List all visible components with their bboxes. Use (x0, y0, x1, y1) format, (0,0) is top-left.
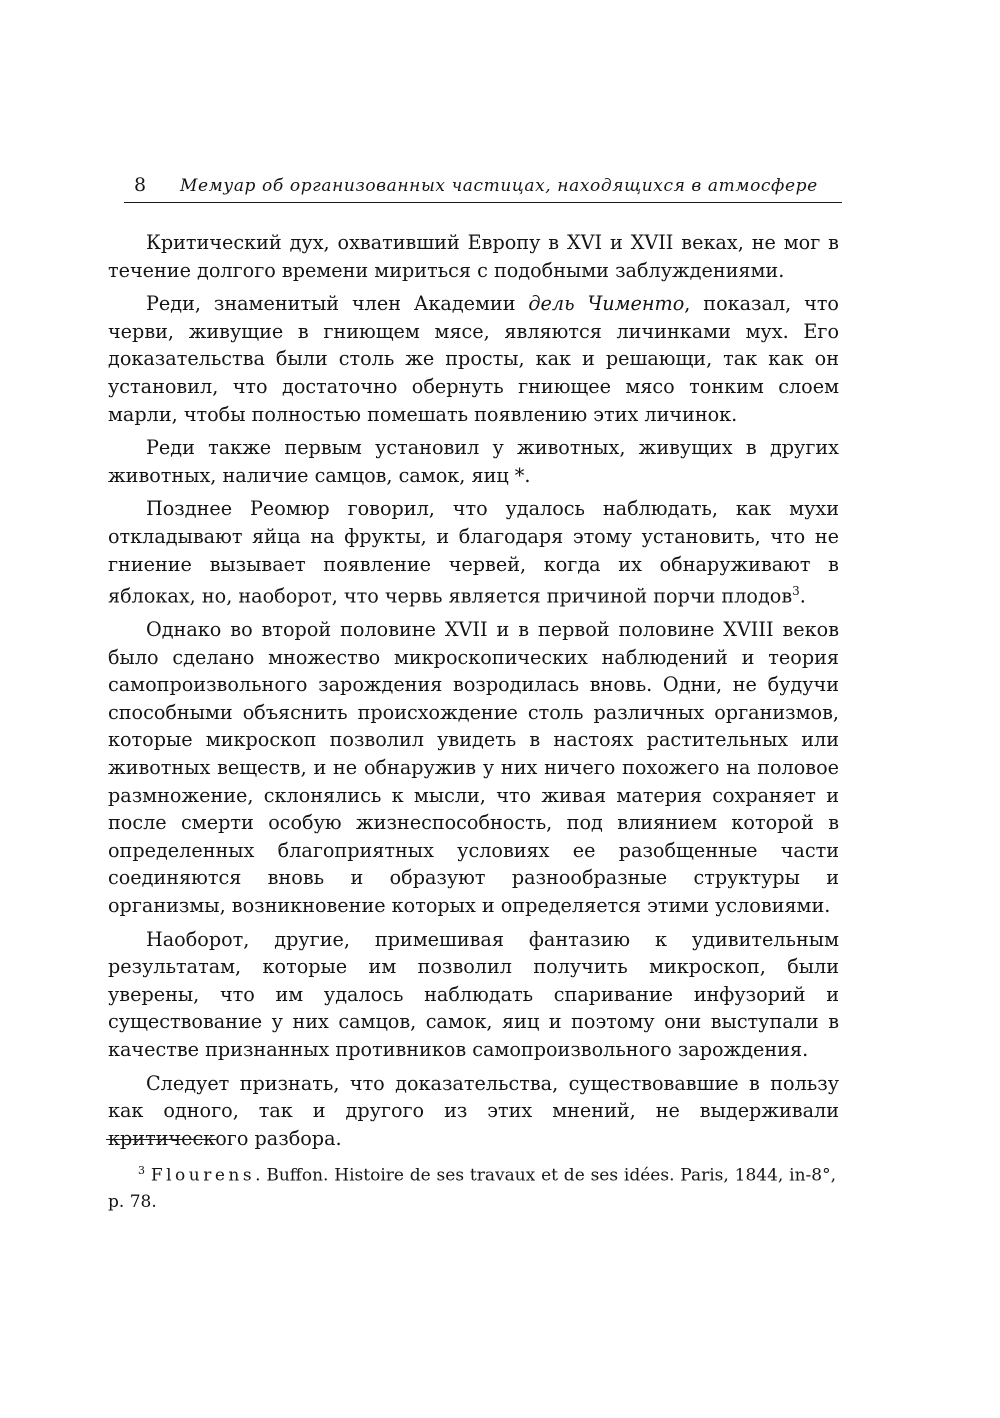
header-rule (124, 202, 842, 203)
paragraph: Позднее Реомюр говорил, что удалось наблюдать, как мухи откладывают яйца на фрукты, и благодаря этому установить, что не гниение вызывает появление червей, когда их обнаруживают в яблоках, но, наоборот, что червь является причиной порчи плодов$^3$. (108, 497, 839, 608)
footnote-marker: 3 (138, 1164, 145, 1177)
page-number: 8 (134, 174, 147, 196)
paragraph: Наоборот, другие, примешивая фантазию к удивительным результатам, которые им позволил получить микроскоп, были уверены, что им удалось наблюдать спаривание инфузорий и существование у них самцов, самок, яиц и поэтому они выступали в качестве признанных противников самопроизвольного зарождения. (108, 927, 839, 1062)
running-title: Мемуар об организованных частицах, находящихся в атмосфере (180, 176, 818, 196)
italic-name: дель Чименто (528, 292, 685, 316)
running-header (124, 172, 842, 202)
footnote-citation: . Buffon. Histoire de ses travaux et de ses idées. Paris, 1844, in-8°, p. 78. (108, 1165, 836, 1212)
body-text (108, 229, 839, 1158)
paragraph: Критический дух, охвативший Европу в XVI и XVII веках, не мог в течение долгого времени мириться с подобными заблуждениями. (108, 231, 839, 282)
paragraph: Однако во второй половине XVII и в первой половине XVIII веков было сделано множество микроскопических наблюдений и теория самопроизвольного зарождения возродилась вновь. Одни, не будучи способными объяснить происхождение столь различных организмов, которые микроскоп позволил увидеть в настоях растительных или животных веществ, и не обнаружив у них ничего похожего на половое размножение, склонялись к мысли, что живая материя сохраняет и после смерти особую жизнеспособность, под влиянием которой в определенных благоприятных условиях ее разобщенные части соединяются вновь и образуют разнообразные структуры и организмы, возникновение которых и определяется этими условиями. (108, 618, 839, 918)
footnote (108, 1158, 836, 1215)
paragraph: Следует признать, что доказательства, существовавшие в пользу как одного, так и другого из этих мнений, не выдерживали критического разбора. (108, 1071, 839, 1150)
footnote-author: Flourens (150, 1165, 256, 1186)
paragraph: Реди, знаменитый член Академии дель Чименто, показал, что черви, живущие в гниющем мясе, являются личинками мух. Его доказательства были столь же просты, как и решающи, так как он установил, что достаточно обернуть гниющее мясо тонким слоем марли, чтобы полностью помешать появлению этих личинок. (108, 292, 839, 426)
footnote-rule (106, 1139, 216, 1140)
footnote-reference: 3 (792, 584, 800, 599)
paragraph: Реди также первым установил у животных, живущих в других животных, наличие самцов, самок, яиц *. (108, 436, 839, 487)
